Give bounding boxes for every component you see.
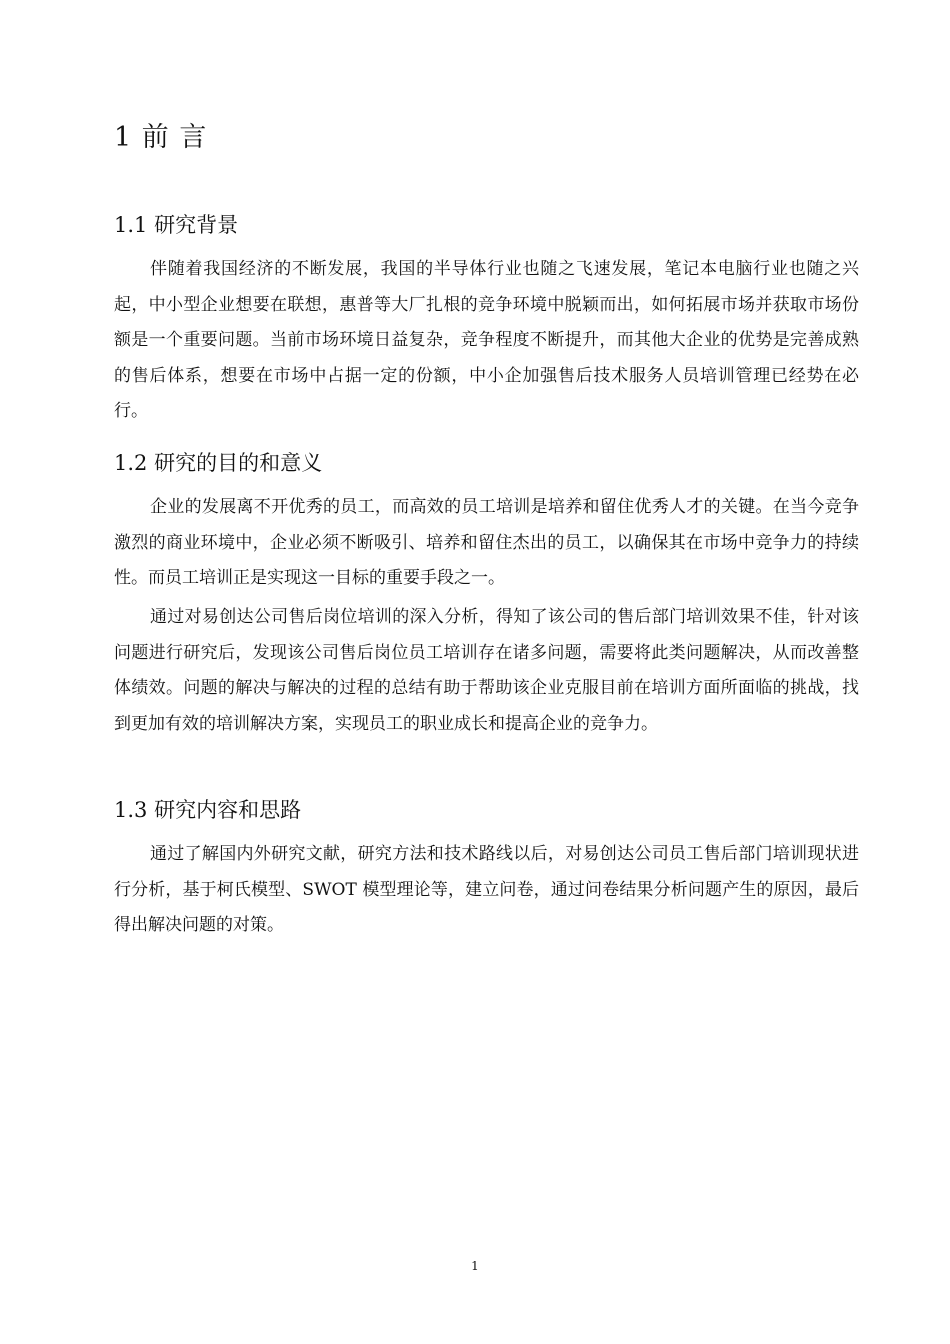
- paragraph-background: 伴随着我国经济的不断发展，我国的半导体行业也随之飞速发展，笔记本电脑行业也随之兴起，中小型企业想要在联想，惠普等大厂扎根的竞争环境中脱颖而出，如何拓展市场并获取市场份额是一个重要问题。当前市场环境日益复杂，竞争程度不断提升，而其他大企业的优势是完善成熟的售后体系，想要在市场中占据一定的份额，中小企加强售后技术服务人员培训管理已经势在必行。: [114, 259, 859, 421]
- chapter-title: 1 前 言: [114, 122, 208, 153]
- paragraph-content: 通过了解国内外研究文献，研究方法和技术路线以后，对易创达公司员工售后部门培训现状进行分析，基于柯氏模型、SWOT 模型理论等，建立问卷，通过问卷结果分析问题产生的原因，最后得出解决问题的对策。: [114, 844, 859, 935]
- section-heading-1-3: 1.3 研究内容和思路: [114, 798, 302, 822]
- page-number: 1: [471, 1259, 479, 1273]
- section-heading-1-2: 1.2 研究的目的和意义: [114, 451, 323, 475]
- section-heading-1-1: 1.1 研究背景: [114, 213, 239, 237]
- paragraph-purpose-1: 企业的发展离不开优秀的员工，而高效的员工培训是培养和留住优秀人才的关键。在当今竞争激烈的商业环境中，企业必须不断吸引、培养和留住杰出的员工，以确保其在市场中竞争力的持续性。而员工培训正是实现这一目标的重要手段之一。: [114, 497, 859, 588]
- paragraph-purpose-2: 通过对易创达公司售后岗位培训的深入分析，得知了该公司的售后部门培训效果不佳，针对该问题进行研究后，发现该公司售后岗位员工培训存在诸多问题，需要将此类问题解决，从而改善整体绩效。问题的解决与解决的过程的总结有助于帮助该企业克服目前在培训方面所面临的挑战，找到更加有效的培训解决方案，实现员工的职业成长和提高企业的竞争力。: [114, 607, 859, 734]
